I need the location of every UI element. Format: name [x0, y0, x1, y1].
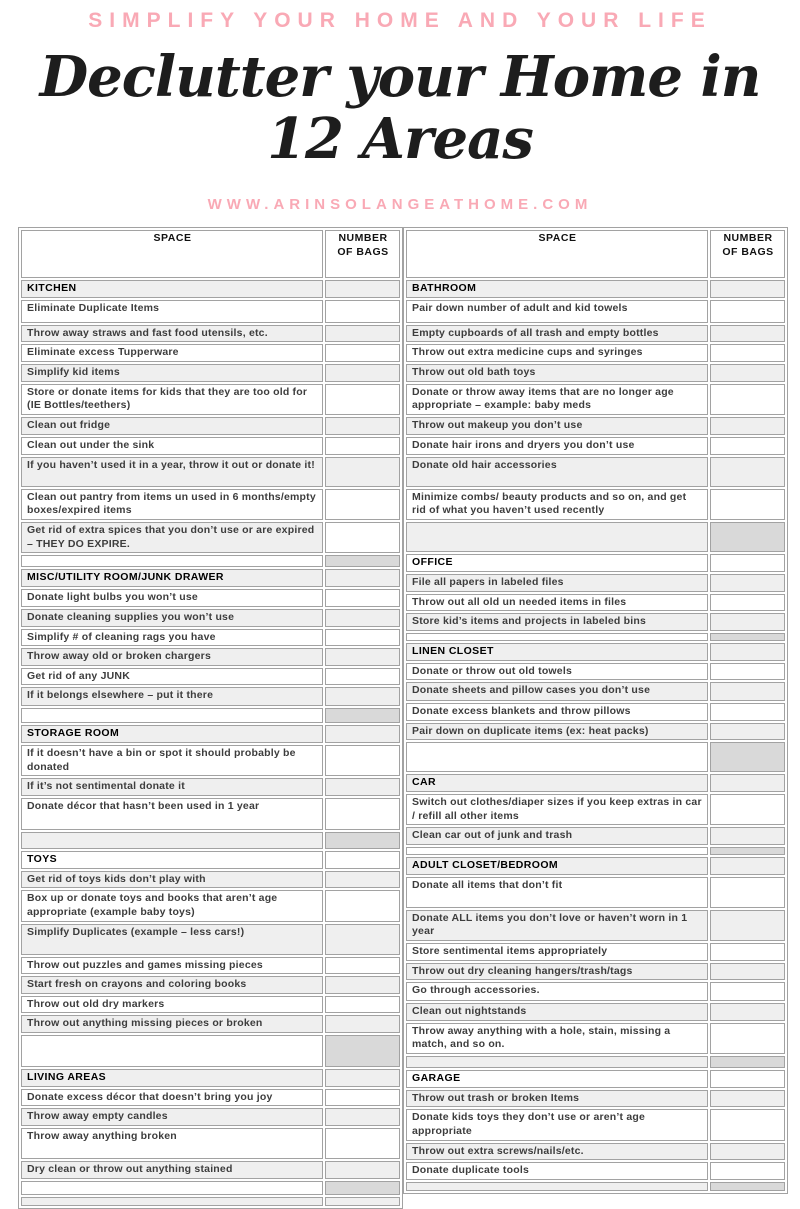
task-cell: Go through accessories. [406, 982, 708, 1001]
checklist-row [21, 609, 400, 627]
checklist-row [406, 344, 785, 362]
bags-count-cell [325, 1069, 400, 1087]
checklist-table [18, 227, 783, 1209]
checklist-row [21, 976, 400, 994]
task-cell: Throw out old dry markers [21, 996, 323, 1014]
section-header-row [21, 569, 400, 587]
task-cell: Donate ALL items you don’t love or haven’t worn in 1 year [406, 910, 708, 941]
bags-count-cell [325, 569, 400, 587]
bags-count-cell [710, 1182, 785, 1191]
checklist-row [406, 1162, 785, 1180]
task-cell: Throw out extra medicine cups and syringes [406, 344, 708, 362]
task-cell: Get rid of any JUNK [21, 668, 323, 686]
bags-count-cell [710, 847, 785, 855]
section-title-cell: MISC/UTILITY ROOM/JUNK DRAWER [21, 569, 323, 587]
bags-count-cell [710, 1090, 785, 1108]
checklist-row [21, 798, 400, 830]
section-title-cell: LINEN CLOSET [406, 643, 708, 661]
task-cell: Donate cleaning supplies you won’t use [21, 609, 323, 627]
checklist-right-half [403, 227, 788, 1194]
space-column-header: SPACE [21, 230, 323, 278]
section-title-cell: LIVING AREAS [21, 1069, 323, 1087]
task-cell: Box up or donate toys and books that aren’t age appropriate (example baby toys) [21, 890, 323, 921]
bags-count-cell [710, 364, 785, 382]
bags-count-cell [325, 609, 400, 627]
bags-count-cell [710, 457, 785, 487]
task-cell: Throw away straws and fast food utensils, etc. [21, 325, 323, 343]
task-cell: Get rid of extra spices that you don’t use or are expired – THEY DO EXPIRE. [21, 522, 323, 553]
task-cell: Switch out clothes/diaper sizes if you keep extras in car / refill all other items [406, 794, 708, 825]
bags-count-cell [710, 344, 785, 362]
checklist-row [406, 963, 785, 981]
checklist-row [406, 300, 785, 323]
bags-count-cell [710, 663, 785, 681]
task-cell: Clean out nightstands [406, 1003, 708, 1021]
bags-count-cell [710, 554, 785, 572]
task-cell: Minimize combs/ beauty products and so on, and get rid of what you haven’t used recently [406, 489, 708, 520]
bags-count-cell [325, 996, 400, 1014]
checklist-row [406, 417, 785, 435]
task-cell: If it belongs elsewhere – put it there [21, 687, 323, 706]
checklist-row [406, 827, 785, 845]
task-cell: If you haven’t used it in a year, throw it out or donate it! [21, 457, 323, 487]
task-cell: Throw away old or broken chargers [21, 648, 323, 666]
checklist-row [406, 703, 785, 721]
task-cell: Throw out anything missing pieces or broken [21, 1015, 323, 1033]
task-cell: Simplify kid items [21, 364, 323, 382]
checklist-row [21, 924, 400, 955]
checklist-row [21, 890, 400, 921]
checklist-row [406, 489, 785, 520]
checklist-row [21, 1128, 400, 1159]
bags-count-cell [325, 976, 400, 994]
section-header-row [21, 280, 400, 298]
spacer-row [21, 1181, 400, 1195]
bags-count-cell [710, 943, 785, 961]
task-cell: Donate sheets and pillow cases you don’t use [406, 682, 708, 701]
checklist-row [21, 325, 400, 343]
bags-count-cell [325, 280, 400, 298]
bags-count-cell [325, 1035, 400, 1067]
bags-count-cell [325, 344, 400, 362]
checklist-row [21, 745, 400, 776]
checklist-row [21, 687, 400, 706]
bags-count-cell [710, 489, 785, 520]
task-cell: Throw away anything with a hole, stain, missing a match, and so on. [406, 1023, 708, 1054]
spacer-row [406, 1182, 785, 1191]
bags-count-cell [325, 708, 400, 723]
bags-count-cell [325, 957, 400, 975]
bags-count-cell [710, 703, 785, 721]
bags-count-cell [325, 629, 400, 647]
bags-count-cell [710, 1056, 785, 1068]
section-title-cell: STORAGE ROOM [21, 725, 323, 743]
column-header-row [406, 230, 785, 278]
checklist-row [406, 877, 785, 908]
bags-count-cell [710, 1023, 785, 1054]
checklist-row [21, 871, 400, 889]
task-cell: Donate or throw away items that are no longer age appropriate – example: baby meds [406, 384, 708, 415]
bags-count-cell [325, 1108, 400, 1126]
bags-count-cell [710, 574, 785, 592]
task-cell: Eliminate Duplicate Items [21, 300, 323, 323]
task-cell: Simplify # of cleaning rags you have [21, 629, 323, 647]
bags-count-cell [710, 384, 785, 415]
empty-space-cell [21, 1181, 323, 1195]
task-cell: Donate old hair accessories [406, 457, 708, 487]
bags-count-cell [325, 745, 400, 776]
bags-count-cell [325, 798, 400, 830]
bags-count-cell [710, 280, 785, 298]
empty-space-cell [21, 708, 323, 723]
checklist-row [21, 629, 400, 647]
spacer-row [406, 847, 785, 855]
task-cell: Get rid of toys kids don’t play with [21, 871, 323, 889]
section-title-cell: GARAGE [406, 1070, 708, 1088]
task-cell: Throw out all old un needed items in files [406, 594, 708, 612]
checklist-row [21, 589, 400, 607]
empty-space-cell [406, 847, 708, 855]
bags-count-cell [325, 668, 400, 686]
checklist-row [21, 957, 400, 975]
task-cell: Donate duplicate tools [406, 1162, 708, 1180]
task-cell: Store kid’s items and projects in labeled bins [406, 613, 708, 631]
bags-count-cell [325, 924, 400, 955]
section-header-row [406, 1070, 785, 1088]
bags-count-cell [325, 555, 400, 567]
checklist-row [21, 778, 400, 796]
checklist-row [406, 1109, 785, 1140]
bags-count-cell [325, 457, 400, 487]
bags-count-cell [710, 1109, 785, 1140]
section-title-cell: OFFICE [406, 554, 708, 572]
printable-checklist-page [0, 9, 800, 1209]
bags-count-cell [325, 522, 400, 553]
empty-space-cell [21, 1197, 323, 1206]
task-cell: Donate excess blankets and throw pillows [406, 703, 708, 721]
task-cell: Donate light bulbs you won’t use [21, 589, 323, 607]
checklist-row [406, 1003, 785, 1021]
checklist-row [406, 723, 785, 741]
bags-count-cell [325, 871, 400, 889]
task-cell: Simplify Duplicates (example – less cars!) [21, 924, 323, 955]
checklist-row [406, 682, 785, 701]
bags-count-cell [325, 832, 400, 849]
checklist-row [21, 489, 400, 520]
bags-count-cell [710, 794, 785, 825]
checklist-row [406, 384, 785, 415]
space-column-header: SPACE [406, 230, 708, 278]
checklist-row [21, 437, 400, 455]
task-cell: Throw out trash or broken Items [406, 1090, 708, 1108]
checklist-row [406, 982, 785, 1001]
task-cell: Donate décor that hasn’t been used in 1 year [21, 798, 323, 830]
checklist-row [406, 663, 785, 681]
task-cell: Pair down on duplicate items (ex: heat packs) [406, 723, 708, 741]
section-header-row [406, 554, 785, 572]
task-cell: Donate hair irons and dryers you don’t use [406, 437, 708, 455]
bags-count-cell [710, 633, 785, 641]
checklist-row [21, 1015, 400, 1033]
checklist-row [21, 648, 400, 666]
bags-count-cell [710, 682, 785, 701]
checklist-row [406, 574, 785, 592]
bags-count-cell [325, 725, 400, 743]
section-title-cell: ADULT CLOSET/BEDROOM [406, 857, 708, 875]
page-title: Declutter your Home in 12 Areas [39, 44, 761, 172]
checklist-row [406, 437, 785, 455]
empty-space-cell [21, 555, 323, 567]
bags-count-cell [710, 963, 785, 981]
bags-count-cell [710, 300, 785, 323]
bags-count-cell [710, 982, 785, 1001]
spacer-row [21, 832, 400, 849]
task-cell: Store or donate items for kids that they are too old for (IE Bottles/teethers) [21, 384, 323, 415]
bags-count-cell [325, 1197, 400, 1206]
bags-count-cell [710, 1070, 785, 1088]
task-cell: Throw out makeup you don’t use [406, 417, 708, 435]
spacer-row [406, 742, 785, 772]
checklist-row [21, 668, 400, 686]
bags-count-cell [325, 778, 400, 796]
bags-column-header: NUMBER OF BAGS [325, 230, 400, 278]
bags-count-cell [710, 1143, 785, 1161]
section-header-row [406, 643, 785, 661]
checklist-row [21, 1108, 400, 1126]
bags-count-cell [710, 522, 785, 552]
checklist-row [21, 300, 400, 323]
empty-space-cell [406, 1056, 708, 1068]
section-header-row [21, 725, 400, 743]
checklist-row [406, 364, 785, 382]
section-title-cell: CAR [406, 774, 708, 792]
task-cell: Throw out dry cleaning hangers/trash/tags [406, 963, 708, 981]
bags-count-cell [710, 742, 785, 772]
section-title-cell: KITCHEN [21, 280, 323, 298]
checklist-row [21, 384, 400, 415]
task-cell: Clean out under the sink [21, 437, 323, 455]
bags-count-cell [325, 1128, 400, 1159]
bags-count-cell [325, 364, 400, 382]
task-cell: Throw away empty candles [21, 1108, 323, 1126]
section-header-row [21, 1069, 400, 1087]
bags-count-cell [710, 594, 785, 612]
bags-count-cell [710, 1003, 785, 1021]
bags-count-cell [710, 827, 785, 845]
empty-space-cell [406, 742, 708, 772]
section-header-row [21, 851, 400, 869]
spacer-row [406, 1056, 785, 1068]
column-header-row [21, 230, 400, 278]
empty-space-cell [406, 633, 708, 641]
task-cell: Throw out puzzles and games missing pieces [21, 957, 323, 975]
task-cell: Clean out pantry from items un used in 6 months/empty boxes/expired items [21, 489, 323, 520]
task-cell: Empty cupboards of all trash and empty bottles [406, 325, 708, 343]
spacer-row [21, 708, 400, 723]
section-header-row [406, 280, 785, 298]
task-cell: Donate excess décor that doesn’t bring you joy [21, 1089, 323, 1107]
task-cell: If it doesn’t have a bin or spot it should probably be donated [21, 745, 323, 776]
bags-count-cell [710, 857, 785, 875]
checklist-row [406, 1090, 785, 1108]
bags-count-cell [325, 1015, 400, 1033]
bags-count-cell [325, 1089, 400, 1107]
bags-count-cell [710, 643, 785, 661]
bags-count-cell [325, 589, 400, 607]
bags-count-cell [710, 437, 785, 455]
checklist-row [21, 1161, 400, 1179]
task-cell: Eliminate excess Tupperware [21, 344, 323, 362]
task-cell: Start fresh on crayons and coloring books [21, 976, 323, 994]
bags-count-cell [325, 437, 400, 455]
checklist-row [406, 613, 785, 631]
task-cell: Throw away anything broken [21, 1128, 323, 1159]
spacer-row [21, 1035, 400, 1067]
task-cell: Dry clean or throw out anything stained [21, 1161, 323, 1179]
bags-count-cell [710, 325, 785, 343]
bags-count-cell [325, 890, 400, 921]
empty-space-cell [406, 522, 708, 552]
task-cell: Throw out extra screws/nails/etc. [406, 1143, 708, 1161]
spacer-row [406, 522, 785, 552]
spacer-row [21, 1197, 400, 1206]
bags-count-cell [710, 910, 785, 941]
checklist-row [21, 364, 400, 382]
bags-count-cell [325, 489, 400, 520]
bags-count-cell [325, 687, 400, 706]
checklist-row [406, 910, 785, 941]
section-header-row [406, 774, 785, 792]
task-cell: Store sentimental items appropriately [406, 943, 708, 961]
task-cell: File all papers in labeled files [406, 574, 708, 592]
bags-count-cell [710, 774, 785, 792]
empty-space-cell [21, 832, 323, 849]
task-cell: Throw out old bath toys [406, 364, 708, 382]
checklist-row [406, 325, 785, 343]
checklist-row [21, 457, 400, 487]
bags-count-cell [325, 325, 400, 343]
bags-column-header: NUMBER OF BAGS [710, 230, 785, 278]
checklist-row [406, 794, 785, 825]
empty-space-cell [406, 1182, 708, 1191]
task-cell: Donate all items that don’t fit [406, 877, 708, 908]
empty-space-cell [21, 1035, 323, 1067]
checklist-row [21, 996, 400, 1014]
checklist-left-half [18, 227, 403, 1209]
section-title-cell: BATHROOM [406, 280, 708, 298]
section-header-row [406, 857, 785, 875]
bags-count-cell [325, 1181, 400, 1195]
task-cell: Pair down number of adult and kid towels [406, 300, 708, 323]
tagline: SIMPLIFY YOUR HOME AND YOUR LIFE [88, 9, 712, 32]
spacer-row [21, 555, 400, 567]
bags-count-cell [710, 723, 785, 741]
task-cell: If it’s not sentimental donate it [21, 778, 323, 796]
checklist-row [21, 344, 400, 362]
task-cell: Clean car out of junk and trash [406, 827, 708, 845]
bags-count-cell [325, 1161, 400, 1179]
bags-count-cell [325, 417, 400, 435]
website-url: WWW.ARINSOLANGEATHOME.COM [207, 196, 593, 214]
checklist-row [406, 943, 785, 961]
bags-count-cell [325, 300, 400, 323]
checklist-row [21, 1089, 400, 1107]
bags-count-cell [325, 384, 400, 415]
checklist-row [21, 522, 400, 553]
bags-count-cell [710, 417, 785, 435]
task-cell: Clean out fridge [21, 417, 323, 435]
bags-count-cell [325, 851, 400, 869]
spacer-row [406, 633, 785, 641]
task-cell: Donate kids toys they don’t use or aren’t age appropriate [406, 1109, 708, 1140]
bags-count-cell [325, 648, 400, 666]
section-title-cell: TOYS [21, 851, 323, 869]
task-cell: Donate or throw out old towels [406, 663, 708, 681]
checklist-row [406, 594, 785, 612]
checklist-row [21, 417, 400, 435]
checklist-row [406, 457, 785, 487]
checklist-row [406, 1143, 785, 1161]
checklist-row [406, 1023, 785, 1054]
bags-count-cell [710, 613, 785, 631]
bags-count-cell [710, 877, 785, 908]
bags-count-cell [710, 1162, 785, 1180]
